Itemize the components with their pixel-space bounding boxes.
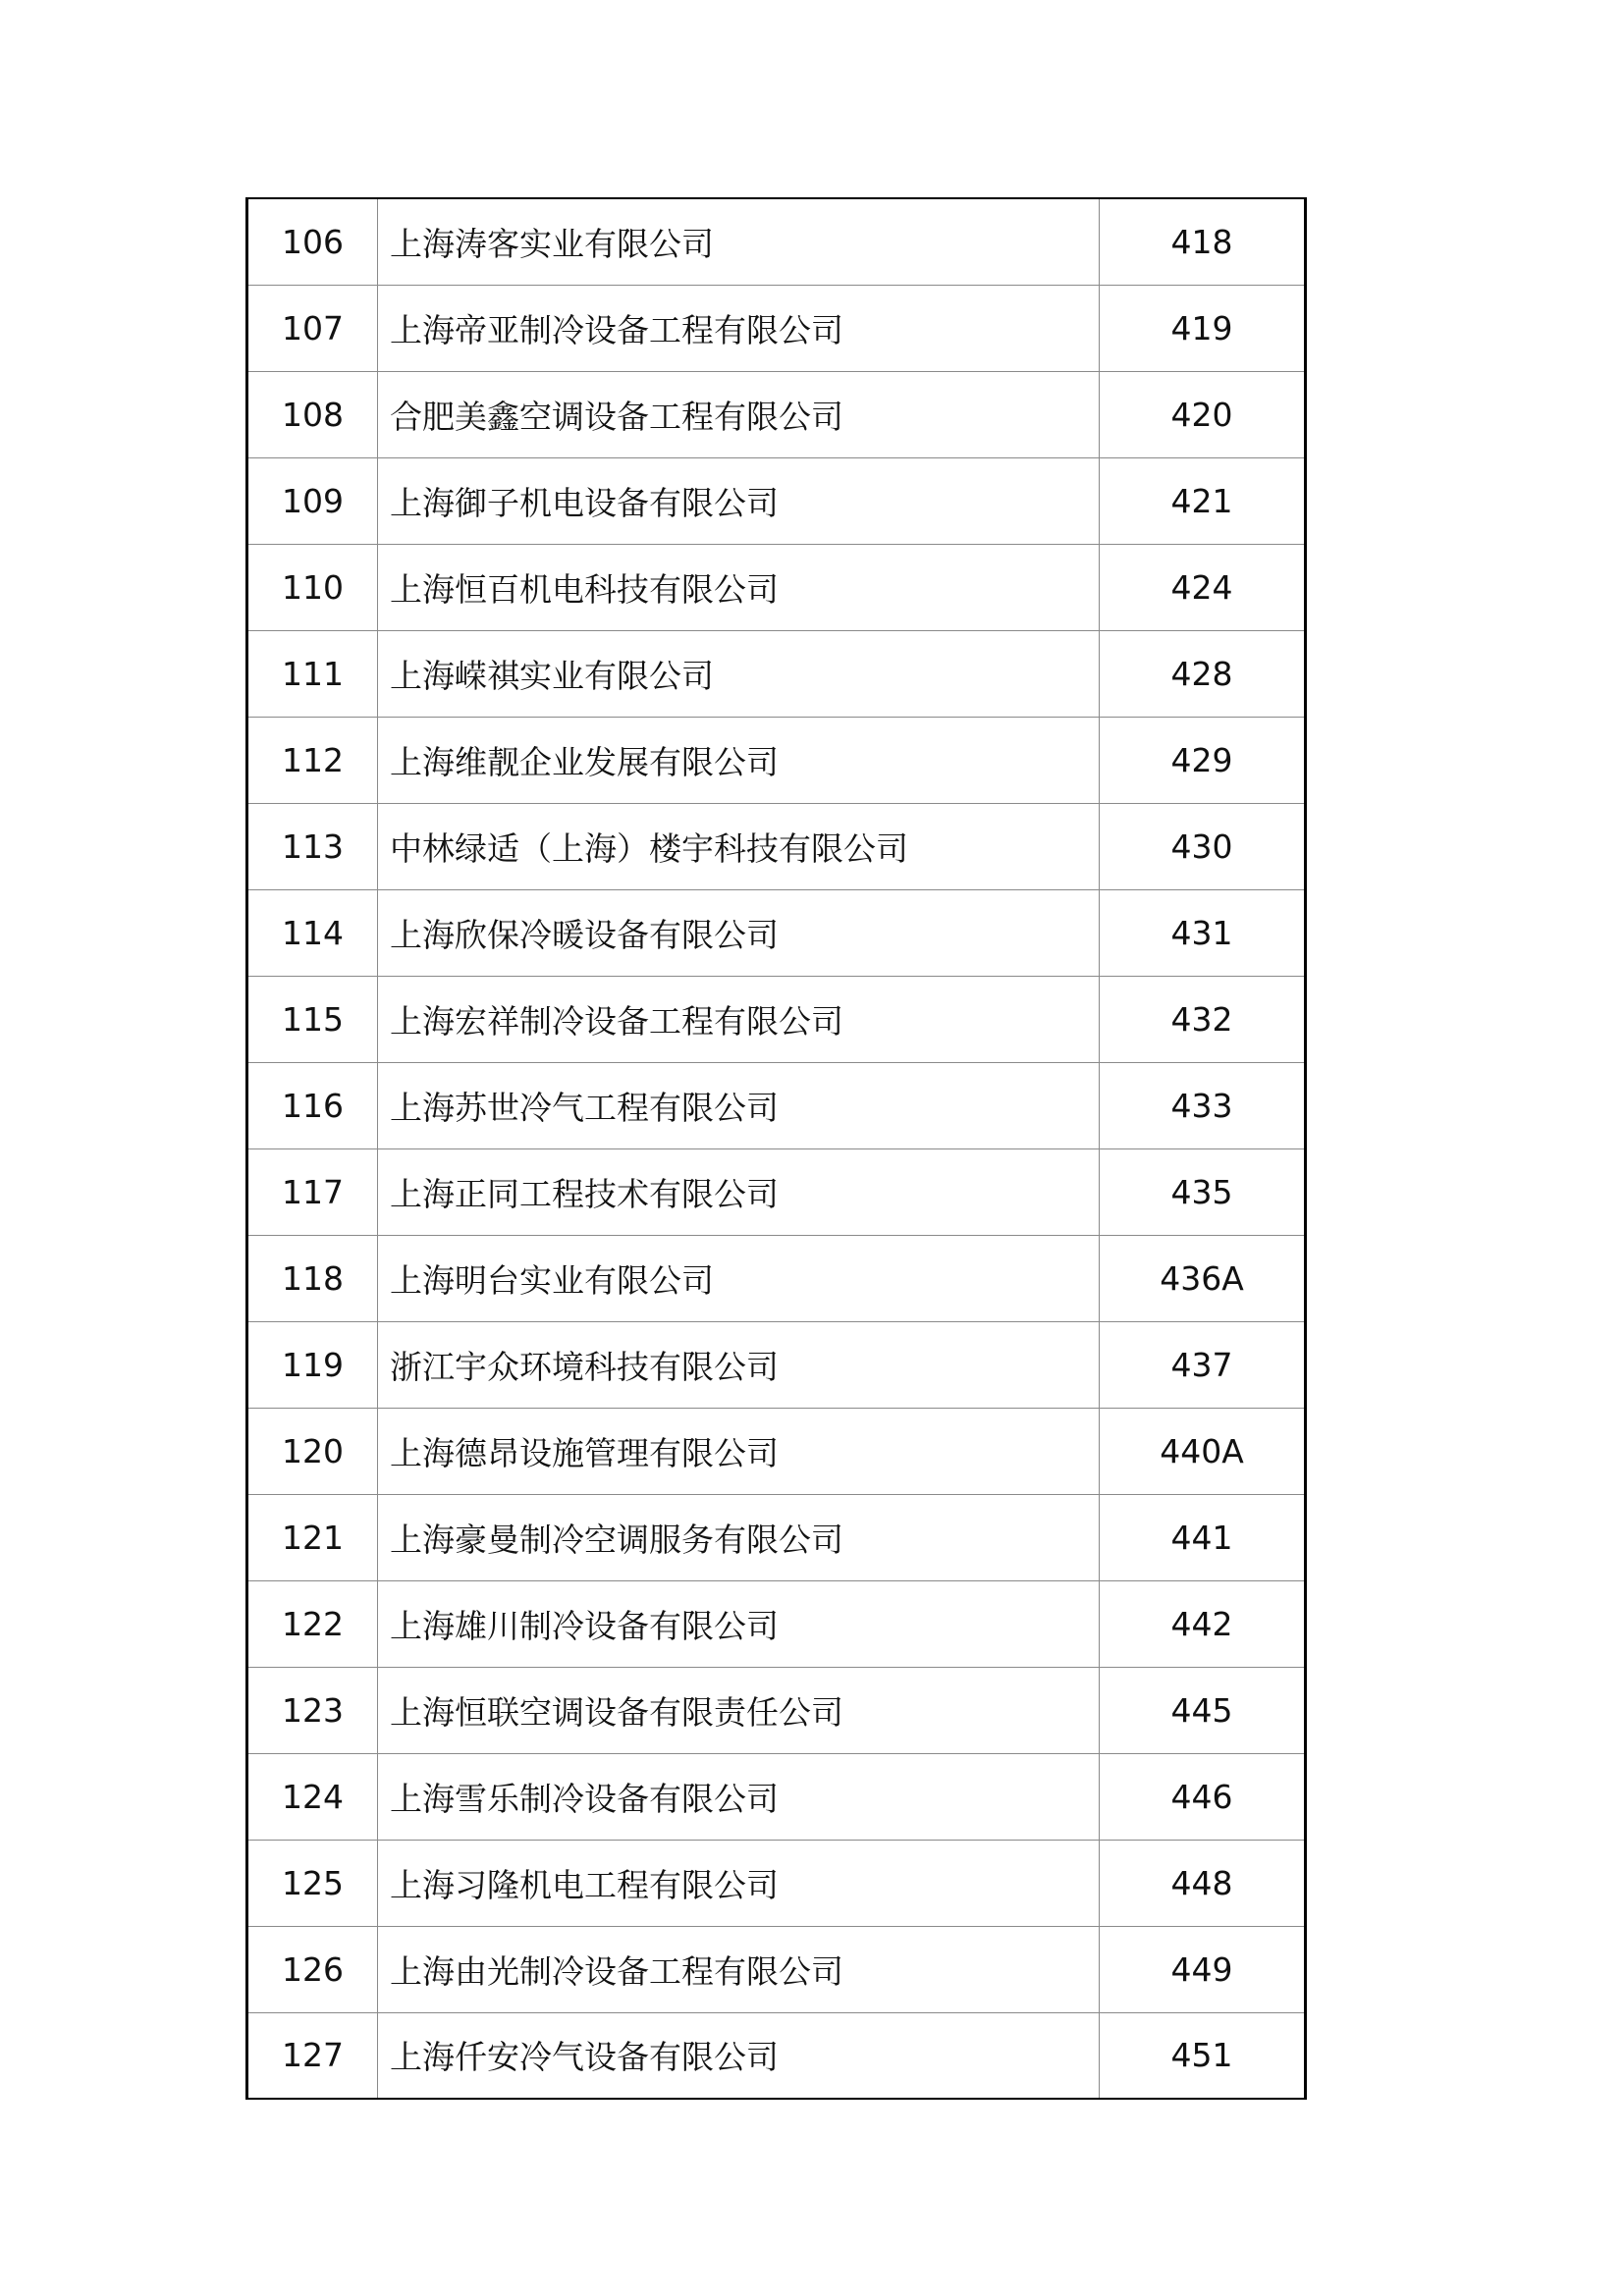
table-row (247, 457, 1306, 544)
company-code: 436A (1100, 1235, 1306, 1321)
company-name: 上海恒联空调设备有限责任公司 (378, 1667, 1100, 1753)
company-name: 上海宏祥制冷设备工程有限公司 (378, 976, 1100, 1062)
row-number: 119 (247, 1321, 378, 1408)
company-name: 上海豪曼制冷空调服务有限公司 (378, 1494, 1100, 1580)
table-row (247, 889, 1306, 976)
company-name: 上海欣保冷暖设备有限公司 (378, 889, 1100, 976)
table-row (247, 1667, 1306, 1753)
table-row (247, 1408, 1306, 1494)
table-row (247, 1494, 1306, 1580)
table-row (247, 1926, 1306, 2012)
company-name: 上海维靓企业发展有限公司 (378, 717, 1100, 803)
company-code: 451 (1100, 2012, 1306, 2099)
company-code: 430 (1100, 803, 1306, 889)
row-number: 125 (247, 1840, 378, 1926)
company-code: 431 (1100, 889, 1306, 976)
table-row (247, 1148, 1306, 1235)
row-number: 113 (247, 803, 378, 889)
row-number: 116 (247, 1062, 378, 1148)
table-row (247, 1235, 1306, 1321)
table-body (247, 198, 1306, 2099)
row-number: 115 (247, 976, 378, 1062)
table-row (247, 198, 1306, 285)
company-table (245, 197, 1307, 2100)
table-row (247, 1321, 1306, 1408)
table-row (247, 1062, 1306, 1148)
table-row (247, 717, 1306, 803)
company-name: 上海正同工程技术有限公司 (378, 1148, 1100, 1235)
table-row (247, 1753, 1306, 1840)
company-name: 上海明台实业有限公司 (378, 1235, 1100, 1321)
company-code: 424 (1100, 544, 1306, 630)
company-code: 441 (1100, 1494, 1306, 1580)
company-name: 上海雪乐制冷设备有限公司 (378, 1753, 1100, 1840)
row-number: 110 (247, 544, 378, 630)
company-code: 428 (1100, 630, 1306, 717)
row-number: 122 (247, 1580, 378, 1667)
row-number: 123 (247, 1667, 378, 1753)
company-name: 上海帝亚制冷设备工程有限公司 (378, 285, 1100, 371)
row-number: 126 (247, 1926, 378, 2012)
company-name: 上海涛客实业有限公司 (378, 198, 1100, 285)
row-number: 124 (247, 1753, 378, 1840)
company-code: 433 (1100, 1062, 1306, 1148)
row-number: 117 (247, 1148, 378, 1235)
company-name: 上海御子机电设备有限公司 (378, 457, 1100, 544)
company-name: 浙江宇众环境科技有限公司 (378, 1321, 1100, 1408)
table-row (247, 976, 1306, 1062)
table-row (247, 1840, 1306, 1926)
table-row (247, 2012, 1306, 2099)
company-name: 上海嵘祺实业有限公司 (378, 630, 1100, 717)
company-name: 上海恒百机电科技有限公司 (378, 544, 1100, 630)
table-row (247, 803, 1306, 889)
row-number: 118 (247, 1235, 378, 1321)
company-code: 448 (1100, 1840, 1306, 1926)
table-row (247, 630, 1306, 717)
company-code: 440A (1100, 1408, 1306, 1494)
company-code: 419 (1100, 285, 1306, 371)
company-name: 上海苏世冷气工程有限公司 (378, 1062, 1100, 1148)
row-number: 114 (247, 889, 378, 976)
company-code: 432 (1100, 976, 1306, 1062)
company-code: 446 (1100, 1753, 1306, 1840)
company-name: 合肥美鑫空调设备工程有限公司 (378, 371, 1100, 457)
row-number: 121 (247, 1494, 378, 1580)
row-number: 109 (247, 457, 378, 544)
row-number: 107 (247, 285, 378, 371)
company-code: 442 (1100, 1580, 1306, 1667)
row-number: 127 (247, 2012, 378, 2099)
table-row (247, 544, 1306, 630)
company-name: 上海德昂设施管理有限公司 (378, 1408, 1100, 1494)
row-number: 120 (247, 1408, 378, 1494)
company-name: 上海仟安冷气设备有限公司 (378, 2012, 1100, 2099)
company-code: 435 (1100, 1148, 1306, 1235)
company-code: 418 (1100, 198, 1306, 285)
company-name: 中林绿适（上海）楼宇科技有限公司 (378, 803, 1100, 889)
company-code: 449 (1100, 1926, 1306, 2012)
company-name: 上海由光制冷设备工程有限公司 (378, 1926, 1100, 2012)
company-name: 上海习隆机电工程有限公司 (378, 1840, 1100, 1926)
row-number: 111 (247, 630, 378, 717)
table-row (247, 285, 1306, 371)
row-number: 112 (247, 717, 378, 803)
company-code: 429 (1100, 717, 1306, 803)
row-number: 108 (247, 371, 378, 457)
company-code: 445 (1100, 1667, 1306, 1753)
company-code: 421 (1100, 457, 1306, 544)
row-number: 106 (247, 198, 378, 285)
table-row (247, 1580, 1306, 1667)
company-code: 437 (1100, 1321, 1306, 1408)
company-code: 420 (1100, 371, 1306, 457)
company-name: 上海雄川制冷设备有限公司 (378, 1580, 1100, 1667)
table-row (247, 371, 1306, 457)
